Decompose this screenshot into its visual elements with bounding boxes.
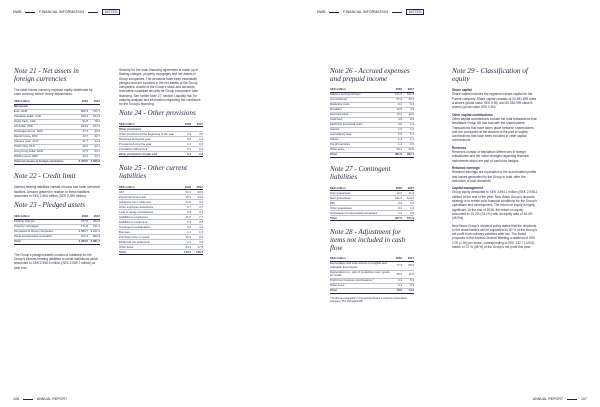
page-number: 107 bbox=[581, 397, 587, 401]
table-header: 2017 bbox=[88, 100, 100, 105]
row-value: 21.3 bbox=[179, 200, 191, 205]
table-header: SEK million bbox=[14, 215, 76, 220]
report-label: ANNUAL REPORT bbox=[36, 397, 68, 401]
row-value: 24.4 bbox=[88, 139, 100, 144]
page-header bbox=[13, 9, 283, 15]
reserves-title: Reserves bbox=[452, 145, 467, 150]
page-footer bbox=[13, 397, 67, 401]
footer-rule bbox=[23, 399, 33, 400]
row-value: 171.8 bbox=[76, 224, 88, 229]
row-value: 1.3 bbox=[191, 230, 203, 235]
note23-table bbox=[14, 215, 100, 245]
row-value: 2.0 bbox=[390, 211, 402, 216]
row-label: Norwegian krone, NOK bbox=[14, 129, 76, 134]
other-capital-text: Other capital contributions include the total transactions that NewWave Group AB has had with the shareholders. Transactions that have taken place between shareholders and are conducted at the amount of the part of capital contributions that have been included in other capital contributions. bbox=[452, 116, 537, 143]
row-value: 65.3 bbox=[402, 262, 414, 270]
row-value: 2.0 bbox=[402, 143, 414, 148]
row-value: 44.7 bbox=[76, 134, 88, 139]
table-header: SEK million bbox=[119, 122, 179, 127]
row-value: 1.2 bbox=[390, 138, 402, 143]
row-label: Provisions during the year bbox=[119, 142, 179, 147]
row-value: 868.3 bbox=[76, 109, 88, 114]
table-header: SEK million bbox=[330, 186, 390, 191]
row-value: 2 221.3 bbox=[88, 229, 100, 234]
total-label: Total bbox=[14, 239, 76, 244]
table-header: SEK million bbox=[330, 257, 390, 262]
row-label: Interest bbox=[330, 128, 390, 133]
row-label: Contingent consideration bbox=[119, 225, 179, 230]
row-label: Property mortgages bbox=[14, 224, 76, 229]
total-value: 121.9 bbox=[402, 216, 414, 221]
row-label: Bonuses bbox=[119, 230, 179, 235]
table-header: 2017 bbox=[191, 185, 203, 190]
total-value: 3 381.7 bbox=[88, 239, 100, 244]
share-capital-title: Share capital bbox=[452, 88, 472, 93]
note24-table bbox=[119, 122, 203, 157]
note24-title: Note 24 - Other provisions bbox=[119, 108, 196, 117]
row-value: 34.2 bbox=[76, 154, 88, 159]
row-value: 12.0 bbox=[390, 191, 402, 196]
total-value: 136.7 bbox=[191, 250, 203, 255]
row-label: Canadian dollar, CAD bbox=[14, 114, 76, 119]
table-header: 2018 bbox=[390, 88, 402, 93]
row-label: Rent guarantees bbox=[330, 196, 390, 201]
row-value: 191.2 bbox=[390, 196, 402, 201]
row-value: 9.4 bbox=[402, 103, 414, 108]
row-value: 77.3 bbox=[390, 262, 402, 270]
row-value: 0.4 bbox=[191, 220, 203, 225]
row-value: 333.5 bbox=[88, 219, 100, 224]
note29-title: Note 29 - Classification of equity bbox=[452, 67, 528, 83]
row-value: 21.7 bbox=[76, 139, 88, 144]
row-value: 127.2 bbox=[88, 124, 100, 129]
row-label: Floating charges bbox=[14, 219, 76, 224]
capital-management-title: Capital management bbox=[452, 186, 484, 191]
row-value: 11.5 bbox=[402, 270, 414, 278]
row-value: 16.5 bbox=[402, 113, 414, 118]
row-label: Purchase price on quota bbox=[119, 235, 179, 240]
row-value: 3.1 bbox=[191, 210, 203, 215]
row-value: 3.7 bbox=[191, 205, 203, 210]
row-value: 196.3 bbox=[76, 114, 88, 119]
row-value: 32.7 bbox=[88, 134, 100, 139]
row-label: Other items bbox=[119, 245, 179, 250]
row-value: 0.0 bbox=[191, 235, 203, 240]
right-column-1 bbox=[330, 68, 414, 310]
brand: NWB bbox=[317, 10, 326, 14]
row-value: 0.0 bbox=[191, 142, 203, 147]
row-value: 91.8 bbox=[76, 119, 88, 124]
row-value: 62.3 bbox=[179, 190, 191, 195]
note28-title: Note 28 - Adjustment for items not included in cash flow bbox=[330, 228, 406, 252]
row-value: 2.3 bbox=[179, 132, 191, 137]
row-label: Salaries and payroll fees bbox=[330, 93, 390, 98]
report-label: ANNUAL REPORT bbox=[532, 397, 563, 401]
note22-title: Note 22 - Credit limit bbox=[14, 171, 76, 180]
row-label: Depreciation and write-downs on tangible and intangible fixed assets bbox=[330, 262, 390, 270]
page-number: 106 bbox=[13, 397, 19, 401]
row-value: 743.7 bbox=[88, 109, 100, 114]
total-value: 4 230.5 bbox=[76, 239, 88, 244]
row-label: Profit from business combinations * bbox=[330, 278, 390, 283]
total-value: 172.3 bbox=[179, 250, 191, 255]
row-value: 15.0 bbox=[390, 270, 402, 278]
row-value: 12.5 bbox=[390, 108, 402, 113]
row-label: Swiss franc, CHF bbox=[14, 119, 76, 124]
brand: NWB bbox=[13, 10, 22, 14]
row-label: Electricity and rental costs bbox=[330, 123, 390, 128]
row-label: Audit fees bbox=[330, 118, 390, 123]
row-value: 1.0 bbox=[179, 142, 191, 147]
left-column-2 bbox=[119, 68, 203, 263]
row-value: 16.3 bbox=[179, 195, 191, 200]
row-value: 47.5 bbox=[76, 149, 88, 154]
retained-earnings-title: Retained earnings bbox=[452, 165, 480, 170]
row-label: Freight services bbox=[330, 143, 390, 148]
note27-table bbox=[330, 186, 414, 221]
row-value: 14.4 bbox=[191, 195, 203, 200]
share-capital-text: Share capital includes the registered share capital for the Parent company. Share capital consists of 20,991,659 class A shares (quota value SEK 0.50) and 60,035,999 class B shares (quota value SEK 0.50). bbox=[452, 92, 537, 110]
note21-text: The table shows currency exposed equity distributed by each currency before Group adjustments. bbox=[14, 88, 93, 97]
total-label: Total bbox=[119, 250, 179, 255]
note25-title: Note 25 - Other current liabilities bbox=[119, 164, 188, 180]
total-value: 79.6 bbox=[390, 288, 402, 293]
row-value: 0.1 bbox=[179, 147, 191, 152]
right-column-2 bbox=[452, 68, 538, 252]
reserves-text: Reserves consist of translation differences in foreign subsidiaries and fair value changes regarding financial instruments which are part of cash flow hedges. bbox=[452, 150, 529, 163]
row-value: 11.3 bbox=[402, 191, 414, 196]
table-group-label: Other provisions bbox=[119, 127, 203, 132]
note27-title: Note 27 - Contingent liabilities bbox=[330, 165, 391, 181]
row-label: Liabilities to customers bbox=[119, 220, 179, 225]
note28-table bbox=[330, 257, 414, 294]
row-value: 4.1 bbox=[191, 225, 203, 230]
row-label: VAT bbox=[119, 190, 179, 195]
row-label: US dollar, USD bbox=[14, 124, 76, 129]
total-value: 3.1 bbox=[179, 152, 191, 157]
row-label: Royalties bbox=[330, 108, 390, 113]
row-label: Other guarantees bbox=[330, 206, 390, 211]
row-value: 3.7 bbox=[179, 205, 191, 210]
note23-text: The Group's pledged assets consist of collateral for the Group's interest-bearing liabilities to credit institutions which amounted to SEK 2,956.5 million (SEK 2,089.7 million) at year end. bbox=[14, 252, 99, 270]
total-value: 2.3 bbox=[191, 152, 203, 157]
table-header: 2017 bbox=[88, 215, 100, 220]
footer-rule bbox=[567, 399, 577, 400]
row-value: 20.3 bbox=[76, 144, 88, 149]
table-header: 2017 bbox=[402, 257, 414, 262]
row-value: 0.0 bbox=[179, 225, 191, 230]
row-label: Depreciation no - part of production cost / goods for resale bbox=[330, 269, 390, 278]
row-label: Commissions bbox=[330, 98, 390, 103]
right-page bbox=[304, 0, 600, 407]
capital-management-text: Group equity amounted to SEK 3,494.1 million (SEK 2,938.2 million) at the end of the year. New Wave Group's financial strategy is to create solid financial conditions for the Group's operations and development. The return on equity is highly significant. At the end of 2018, the return on equity amounted to 15.2% (15.1%) with an equity ratio of 46.4% (46.9%). bbox=[452, 190, 538, 221]
retained-earnings-text: Retained earnings are equivalent to the accumulated profits and losses generated by the Group in total, after the deduction of paid dividends. bbox=[452, 170, 537, 183]
total-label: Other provisions at year-end bbox=[119, 152, 179, 157]
row-value: 2.6 bbox=[179, 210, 191, 215]
row-value: 154.3 bbox=[88, 114, 100, 119]
row-value: 4.9 bbox=[390, 118, 402, 123]
row-value: 1.1 bbox=[179, 230, 191, 235]
row-value: 317.5 bbox=[76, 219, 88, 224]
row-label: Other items bbox=[330, 283, 390, 288]
row-value: 3 589.7 bbox=[76, 229, 88, 234]
row-value: 1.4 bbox=[390, 143, 402, 148]
row-value: 1.1 bbox=[402, 138, 414, 143]
table-section-label: Net assets bbox=[14, 104, 100, 109]
note22-text: Interest-bearing liabilities consist of loans and bank overdraft facilities. Amount granted in relation to these liabilities amounted to SEK 2,994 million (SEK 2,399 million). bbox=[14, 185, 100, 198]
row-value: 2.1 bbox=[402, 201, 414, 206]
row-value: 0.0 bbox=[179, 137, 191, 142]
row-value: 10.4 bbox=[390, 113, 402, 118]
row-label: PRI bbox=[330, 201, 390, 206]
table-header: 2018 bbox=[76, 215, 88, 220]
row-value: 4.9 bbox=[191, 240, 203, 245]
total-label: Total bbox=[330, 288, 390, 293]
row-label: Consultancy fees bbox=[330, 133, 390, 138]
row-value: 17.0 bbox=[191, 245, 203, 250]
total-value: 221.1 bbox=[402, 153, 414, 158]
row-value: 24.7 bbox=[88, 154, 100, 159]
note23-title: Note 23 - Pledged assets bbox=[14, 201, 86, 210]
row-value: 47.4 bbox=[76, 129, 88, 134]
row-value: 4.6 bbox=[390, 123, 402, 128]
row-label: Polish zloty, PLN bbox=[14, 144, 76, 149]
row-value: 0.1 bbox=[390, 283, 402, 288]
row-label: Other items bbox=[330, 148, 390, 153]
total-value: 207.5 bbox=[390, 216, 402, 221]
total-value: 1 645.2 bbox=[88, 159, 100, 164]
row-label: Deferred sales bbox=[330, 113, 390, 118]
table-header: 2018 bbox=[179, 185, 191, 190]
table-header: 2017 bbox=[402, 88, 414, 93]
header-rule bbox=[329, 12, 339, 13]
header-rule bbox=[25, 12, 35, 13]
table-header: SEK million bbox=[14, 100, 76, 105]
row-label: Hong Kong dollar, HKD bbox=[14, 149, 76, 154]
row-value: 7.7 bbox=[191, 215, 203, 220]
row-value: 6.4 bbox=[390, 103, 402, 108]
row-label: Advances from customers bbox=[119, 200, 179, 205]
row-value: 2.0 bbox=[402, 211, 414, 216]
note21-table bbox=[14, 100, 100, 165]
row-label: Claims bbox=[330, 138, 390, 143]
row-value: 184.9 bbox=[76, 124, 88, 129]
table-header: 2018 bbox=[390, 186, 402, 191]
row-value: 0.3 bbox=[402, 283, 414, 288]
note25-table bbox=[119, 185, 203, 255]
row-label: Personnel income tax bbox=[119, 195, 179, 200]
header-section: FINANCIAL INFORMATION bbox=[39, 10, 84, 14]
row-value: 78.4 bbox=[88, 119, 100, 124]
dividend-text: New Wave Group's dividend policy states that the dividends to the shareholders will be equivalent to 40 % of the Group's net profit from ordinary activities after tax. The Board proposes to the Annual General Meeting a dividend of SEK 2.00 (1.90) per share, corresponding to SEK 132.7 (125.6) million or 37 % (38 %) of the Group's net profit this year. bbox=[452, 223, 537, 249]
row-value: 151.3 bbox=[88, 224, 100, 229]
row-value: 23.1 bbox=[390, 148, 402, 153]
header-rule bbox=[88, 12, 98, 13]
row-value: 104.6 bbox=[402, 196, 414, 201]
row-value: 63.3 bbox=[191, 190, 203, 195]
row-value: 131.0 bbox=[390, 93, 402, 98]
note26-title: Note 26 - Accrued expenses and prepaid income bbox=[330, 67, 410, 83]
row-value: 5.5 bbox=[390, 133, 402, 138]
row-value: 669.9 bbox=[88, 234, 100, 239]
row-label: Other provisions at the beginning of the year bbox=[119, 132, 179, 137]
note26-table bbox=[330, 88, 414, 158]
table-header: SEK million bbox=[119, 185, 179, 190]
row-label: Liabilities to employees bbox=[119, 215, 179, 220]
row-label: British pound, GBP bbox=[14, 154, 76, 159]
row-value: 5.5 bbox=[402, 278, 414, 283]
row-label: Guarantees for associated companies bbox=[330, 211, 390, 216]
table-header: 2018 bbox=[390, 257, 402, 262]
row-label: Danish krone, DKK bbox=[14, 134, 76, 139]
row-value: 1.9 bbox=[402, 206, 414, 211]
table-header: 2017 bbox=[402, 186, 414, 191]
row-label: Other employee deductions bbox=[119, 205, 179, 210]
row-value: 4.0 bbox=[191, 132, 203, 137]
row-label: Translation differences bbox=[119, 147, 179, 152]
row-value: 67.9 bbox=[390, 98, 402, 103]
table-header: SEK million bbox=[330, 88, 390, 93]
row-value: 1.4 bbox=[179, 240, 191, 245]
header-chapter: NOTES bbox=[102, 9, 120, 15]
total-label: Total net assets in foreign currencies bbox=[14, 159, 76, 164]
row-value: 22.1 bbox=[88, 144, 100, 149]
header-rule bbox=[392, 12, 402, 13]
table-header: 2017 bbox=[191, 122, 203, 127]
header-section: FINANCIAL INFORMATION bbox=[343, 10, 388, 14]
row-value: 6.5 bbox=[402, 118, 414, 123]
table-row bbox=[330, 270, 414, 278]
row-value: 4.4 bbox=[191, 200, 203, 205]
total-value: 74.4 bbox=[402, 288, 414, 293]
row-value: 2.1 bbox=[402, 123, 414, 128]
row-label: Loan to equity contributions bbox=[119, 210, 179, 215]
row-value: 11.6 bbox=[179, 215, 191, 220]
row-label: Dividends not redeemed bbox=[119, 240, 179, 245]
total-value: 281.6 bbox=[390, 153, 402, 158]
row-value: 4.9 bbox=[402, 108, 414, 113]
other-capital-title: Other capital contributions bbox=[452, 112, 493, 117]
row-value: 0.3 bbox=[179, 220, 191, 225]
left-column-1 bbox=[14, 68, 100, 273]
row-value: 24.7 bbox=[88, 149, 100, 154]
row-value: 16.3 bbox=[179, 235, 191, 240]
table-header: 2018 bbox=[76, 100, 88, 105]
row-value: 101.5 bbox=[402, 93, 414, 98]
row-label: Stock and accounts receivable bbox=[14, 234, 76, 239]
left-page bbox=[0, 0, 296, 407]
security-text: Security for the main financing agreement is made up of floating charges, property mortgages and net assets in Group companies. The demands have been essentially pledged and are included in the net assets of the Group companies. Assets of the Group's stock and accounts receivable constitute security for Group companies' loan financing. See further Note 27, section Liquidity risk, for maturity analysis and information regarding the conditions for the Group's financing. bbox=[119, 68, 201, 107]
row-label: Duty guarantees bbox=[330, 191, 390, 196]
row-value: 1.0 bbox=[390, 128, 402, 133]
row-value: 24.4 bbox=[179, 245, 191, 250]
row-value: 26.6 bbox=[402, 148, 414, 153]
row-value: 33.4 bbox=[88, 129, 100, 134]
note28-footnote: * Profit from acquisition of remaining shares in previous associated company, The Swingbed AB. bbox=[330, 296, 407, 304]
header-chapter: NOTES bbox=[406, 9, 424, 15]
row-value: 6.7 bbox=[402, 133, 414, 138]
row-label: Net assets in Group companies bbox=[14, 229, 76, 234]
row-value: 0.3 bbox=[390, 206, 402, 211]
row-value: 0.4 bbox=[191, 147, 203, 152]
page-header bbox=[317, 9, 587, 15]
table-row bbox=[330, 262, 414, 270]
row-value: 1.2 bbox=[402, 128, 414, 133]
row-value: 151.5 bbox=[76, 234, 88, 239]
row-value: 43.1 bbox=[402, 98, 414, 103]
total-label: Total bbox=[330, 216, 390, 221]
row-label: Euro, EUR bbox=[14, 109, 76, 114]
row-value: 0.4 bbox=[390, 278, 402, 283]
row-label: Reversed during the year bbox=[119, 137, 179, 142]
row-label: Marketing costs bbox=[330, 103, 390, 108]
row-value: 2.4 bbox=[191, 137, 203, 142]
total-value: 2 015.5 bbox=[76, 159, 88, 164]
table-header: 2018 bbox=[179, 122, 191, 127]
row-label: Chinese yuan, CNY bbox=[14, 139, 76, 144]
note21-title: Note 21 - Net assets in foreign currencies bbox=[14, 67, 79, 83]
row-value: 2.0 bbox=[390, 201, 402, 206]
total-label: Total bbox=[330, 153, 390, 158]
page-footer bbox=[533, 397, 587, 401]
